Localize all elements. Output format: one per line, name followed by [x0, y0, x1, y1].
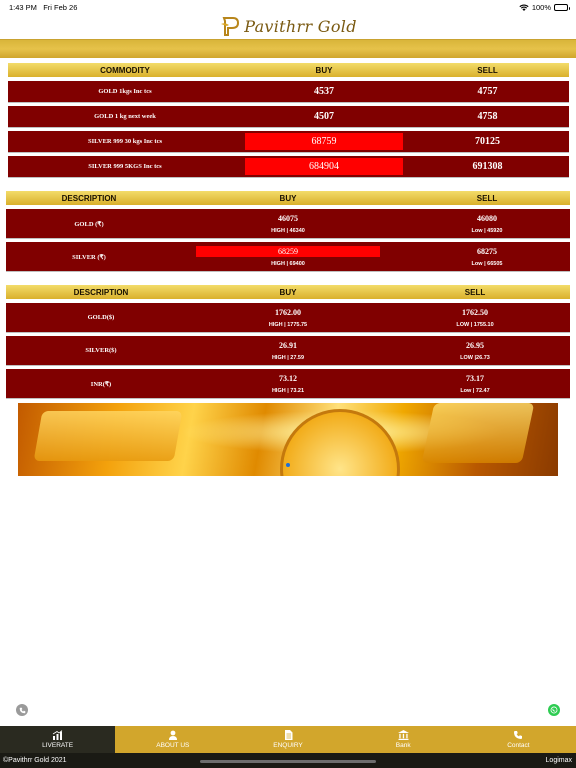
battery-percent: 100%	[531, 3, 551, 12]
tab-label: ABOUT US	[156, 742, 190, 749]
col-buy: BUY	[315, 65, 333, 75]
tab-enquiry[interactable]	[230, 726, 345, 753]
commodity-name: SILVER 999 5KGS Inc tcs	[88, 163, 162, 170]
whatsapp-icon	[550, 706, 558, 714]
buy-price: 26.91	[279, 341, 297, 350]
description-name: SILVER($)	[85, 347, 117, 354]
tab-label: Contact	[507, 742, 530, 749]
tab-liverate[interactable]	[0, 726, 115, 753]
description-name: INR(₹)	[90, 380, 112, 388]
battery-icon	[554, 4, 568, 11]
intl-table-header	[6, 285, 570, 299]
col-buy: BUY	[279, 287, 297, 297]
commodity-name: GOLD 1 kg next week	[94, 113, 156, 120]
buy-cell	[196, 303, 380, 332]
phone-icon	[19, 707, 26, 714]
copyright-text: ©Pavithrr Gold 2021	[3, 757, 67, 764]
status-time	[9, 3, 77, 12]
sell-low: LOW |26.73	[460, 355, 490, 361]
chart-icon	[52, 730, 63, 740]
buy-price-highlight: 68259	[196, 246, 380, 257]
sell-price: 73.17	[466, 374, 484, 383]
bank-icon	[398, 730, 409, 740]
gold-bar-banner[interactable]	[18, 403, 558, 476]
sell-low: Low | 72.47	[460, 388, 490, 394]
logo-mark-icon	[219, 15, 241, 37]
sell-low: Low | 45920	[471, 228, 503, 234]
buy-cell	[172, 242, 404, 271]
commodity-name: GOLD 1kgs Inc tcs	[98, 88, 152, 95]
banner-gold-bar	[422, 403, 535, 463]
sell-price: 691308	[472, 161, 503, 172]
buy-high: HIGH | 27.59	[271, 355, 305, 361]
phone-float-icon[interactable]	[16, 704, 28, 716]
sell-cell	[380, 369, 570, 398]
col-commodity: COMMODITY	[100, 65, 150, 75]
sell-price: 70125	[475, 136, 500, 147]
buy-high: HIGH | 73.21	[271, 388, 305, 394]
sell-price: 46080	[477, 214, 497, 223]
commodity-table-header	[8, 63, 569, 77]
marquee-band	[0, 39, 576, 58]
buy-price: 46075	[278, 214, 298, 223]
spot-table-header	[6, 191, 570, 205]
whatsapp-float-icon[interactable]	[548, 704, 560, 716]
buy-price: 4537	[314, 86, 334, 97]
home-indicator[interactable]	[200, 760, 376, 763]
sell-price: 4757	[477, 86, 498, 97]
sell-cell	[404, 209, 570, 238]
col-description: DESCRIPTION	[73, 287, 129, 297]
time-text: 1:43 PM	[9, 3, 37, 12]
banner-gold-coin	[280, 409, 400, 476]
tab-bank[interactable]	[346, 726, 461, 753]
buy-cell	[242, 156, 406, 177]
buy-high: HIGH | 46340	[271, 228, 305, 234]
buy-high: HIGH | 1775.75	[268, 322, 308, 328]
table-row	[8, 81, 569, 102]
logo-text: Pavithrr Gold	[244, 16, 357, 36]
date-text: Fri Feb 26	[43, 3, 78, 12]
spot-rate-table	[6, 191, 570, 271]
buy-cell	[196, 336, 380, 365]
sell-cell	[380, 303, 570, 332]
developer-credit: Logimax	[545, 757, 572, 764]
sell-price: 1762.50	[462, 308, 488, 317]
international-rate-table	[6, 285, 570, 398]
sell-price: 4758	[477, 111, 498, 122]
user-icon	[168, 730, 178, 740]
status-right	[519, 3, 568, 12]
tab-contact[interactable]	[461, 726, 576, 753]
bottom-tab-bar	[0, 726, 576, 753]
buy-cell	[242, 131, 406, 152]
app-header	[0, 12, 576, 40]
commodity-name: SILVER 999 30 kgs Inc tcs	[88, 138, 162, 145]
col-sell: SELL	[477, 65, 498, 75]
col-sell: SELL	[464, 287, 486, 297]
buy-cell	[172, 209, 404, 238]
description-name: GOLD($)	[87, 314, 115, 321]
buy-price: 1762.00	[275, 308, 301, 317]
banner-gold-bar	[34, 411, 183, 461]
col-sell: SELL	[476, 193, 498, 203]
logo	[219, 15, 357, 37]
table-row	[6, 209, 570, 238]
tab-about-us[interactable]	[115, 726, 230, 753]
sell-low: Low | 66505	[471, 261, 503, 267]
sell-cell	[380, 336, 570, 365]
tab-label: LIVERATE	[42, 742, 74, 749]
sell-cell	[404, 242, 570, 271]
sell-low: LOW | 1755.10	[456, 322, 494, 328]
wifi-icon	[519, 4, 529, 11]
buy-price: 73.12	[279, 374, 297, 383]
carousel-dot[interactable]	[286, 463, 290, 467]
buy-price: 4507	[314, 111, 334, 122]
col-description: DESCRIPTION	[61, 193, 117, 203]
buy-high: HIGH | 69400	[271, 261, 305, 267]
table-row	[8, 131, 569, 152]
table-row	[6, 369, 570, 398]
table-row	[8, 156, 569, 177]
description-name: GOLD (₹)	[74, 220, 104, 228]
col-buy: BUY	[279, 193, 297, 203]
table-row	[6, 336, 570, 365]
description-name: SILVER (₹)	[72, 253, 106, 261]
footer	[0, 753, 576, 768]
document-icon	[284, 730, 293, 740]
tab-label: ENQUIRY	[273, 742, 303, 749]
tab-label: Bank	[395, 742, 411, 749]
buy-cell	[196, 369, 380, 398]
sell-price: 68275	[477, 247, 497, 256]
commodity-table	[8, 63, 569, 177]
buy-price-highlight: 684904	[245, 158, 403, 175]
table-row	[8, 106, 569, 127]
buy-price-highlight: 68759	[245, 133, 403, 150]
table-row	[6, 242, 570, 271]
phone-icon	[513, 730, 523, 740]
sell-price: 26.95	[466, 341, 484, 350]
table-row	[6, 303, 570, 332]
